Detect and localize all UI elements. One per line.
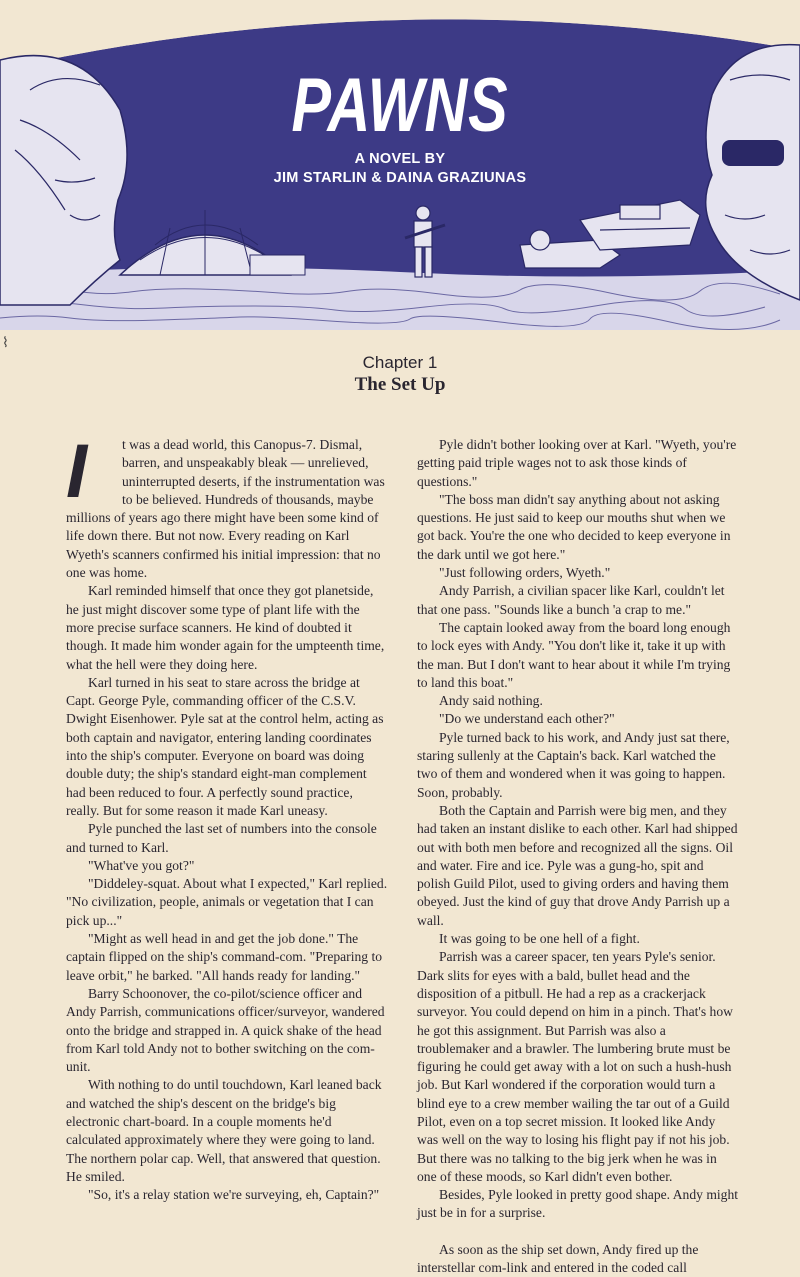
paragraph: Karl reminded himself that once they got planetside, he just might discover some type of plant life with the more precise surface scanners. He kind of doubted it though. It made him wonder again for the umpteenth time, what the hell were they doing here. <box>66 583 385 672</box>
right-text-column <box>417 436 739 1277</box>
title-banner <box>0 0 800 340</box>
paragraph: Pyle turned back to his work, and Andy just sat there, staring sullenly at the Captain's back. Karl watched the two of them and wondered when it was going to happen. Soon, probably. <box>417 729 730 800</box>
paragraph: "Diddeley-squat. About what I expected," Karl replied. "No civilization, people, animals or vegetation that I can pick up..." <box>66 876 388 928</box>
paragraph: With nothing to do until touchdown, Karl leaned back and watched the ship's descent on the bridge's big electronic chart-board. In a couple moments he'd calculated approximately where they were going to land. The northern polar cap. Well, that answered that question. He smiled. <box>66 1077 382 1184</box>
left-text-column <box>66 429 388 1204</box>
paragraph: Andy said nothing. <box>439 693 543 709</box>
paragraph: t was a dead world, this Canopus-7. Dismal, barren, and unspeakably bleak — unrelieved, uninterrupted deserts, if the instrumentation was to be believed. Hundreds of thousands, maybe millions of years ago there might have been some kind of life down there. But not now. Every reading on Karl Wyeth's scanners confirmed his initial impression: that no one was home. <box>66 437 385 581</box>
novel-title: PAWNS <box>291 63 509 148</box>
paragraph: "The boss man didn't say anything about not asking questions. He just said to keep our mouths shut when we got back. You're the one who decided to keep everyone in the dark until we got here." <box>417 491 731 562</box>
drop-cap: I <box>66 429 88 514</box>
paragraph: Barry Schoonover, the co-pilot/science officer and Andy Parrish, communications officer/surveyor, wandered onto the bridge and strapped in. A quick shake of the head from Karl told Andy not to bother switching on the com-unit. <box>66 985 385 1075</box>
paragraph: "What've you got?" <box>88 857 195 873</box>
margin-ornament-icon: ⌇ <box>2 336 9 351</box>
paragraph: Parrish was a career spacer, ten years Pyle's senior. Dark slits for eyes with a bald, bullet head and the disposition of a pitbull. He had a rep as a crackerjack surveyor. You could depend on him in a pinch. That's how he got this assignment. But Parrish was also a troublemaker and a brawler. The lumbering brute must be figuring he could get away with a lot on such a hush-hush job. But Karl wondered if the corporation would turn a blind eye to a crew member wailing the tar out of a Guild Pilot, even on a top secret mission. It looked like Andy was well on the way to losing his flight pay if not his job. But there was no talking to the big jerk when he was in one of these moods, so Karl didn't even bother. <box>417 949 733 1184</box>
chapter-title: The Set Up <box>354 374 446 395</box>
paragraph: As soon as the ship set down, Andy fired up the interstellar com-link and entered in the coded call <box>417 1241 699 1276</box>
paragraph: Pyle punched the last set of numbers into the console and turned to Karl. <box>66 821 377 855</box>
paragraph: Pyle didn't bother looking over at Karl. "Wyeth, you're getting paid triple wages not to ask those kinds of questions." <box>417 437 737 489</box>
paragraph: "Do we understand each other?" <box>439 711 615 727</box>
paragraph: "Just following orders, Wyeth." <box>439 565 611 581</box>
paragraph: "Might as well head in and get the job done." The captain flipped on the ship's command-com. "Preparing to leave orbit," he barked. "All hands ready for landing." <box>66 931 383 983</box>
paragraph: It was going to be one hell of a fight. <box>439 931 640 947</box>
paragraph: Andy Parrish, a civilian spacer like Karl, couldn't let that one pass. "Sounds like a bunch 'a crap to me." <box>417 583 725 617</box>
chapter-number: Chapter 1 <box>362 353 438 372</box>
novel-subtitle: A NOVEL BY <box>354 151 446 167</box>
paragraph: Besides, Pyle looked in pretty good shape. Andy might just be in for a surprise. <box>417 1187 739 1221</box>
paragraph: Both the Captain and Parrish were big men, and they had taken an instant dislike to each other. Karl had shipped out with both men before and recognized all the signs. Oil and water. Fire and ice. Pyle was a gung-ho, spit and polish Guild Pilot, used to giving orders and having them obeyed. Just the kind of guy that drove Andy Parrish up a wall. <box>417 802 738 928</box>
paragraph: The captain looked away from the board long enough to lock eyes with Andy. "You don't like it, take it up with the man. But I don't want to hear about it while I'm trying to land this boat." <box>417 619 731 690</box>
novel-authors: JIM STARLIN & DAINA GRAZIUNAS <box>273 170 527 186</box>
paragraph: "So, it's a relay station we're surveying, eh, Captain?" <box>88 1187 380 1203</box>
paragraph: Karl turned in his seat to stare across the bridge at Capt. George Pyle, commanding officer of the C.S.V. Dwight Eisenhower. Pyle sat at the control helm, acting as both captain and navigator, entering landing coordinates into the ship's computer. Everyone on board was doing double duty; the ship's standard eight-man complement had been reduced to four. A perfectly sound practice, really. But for some reason it made Karl uneasy. <box>66 674 384 818</box>
